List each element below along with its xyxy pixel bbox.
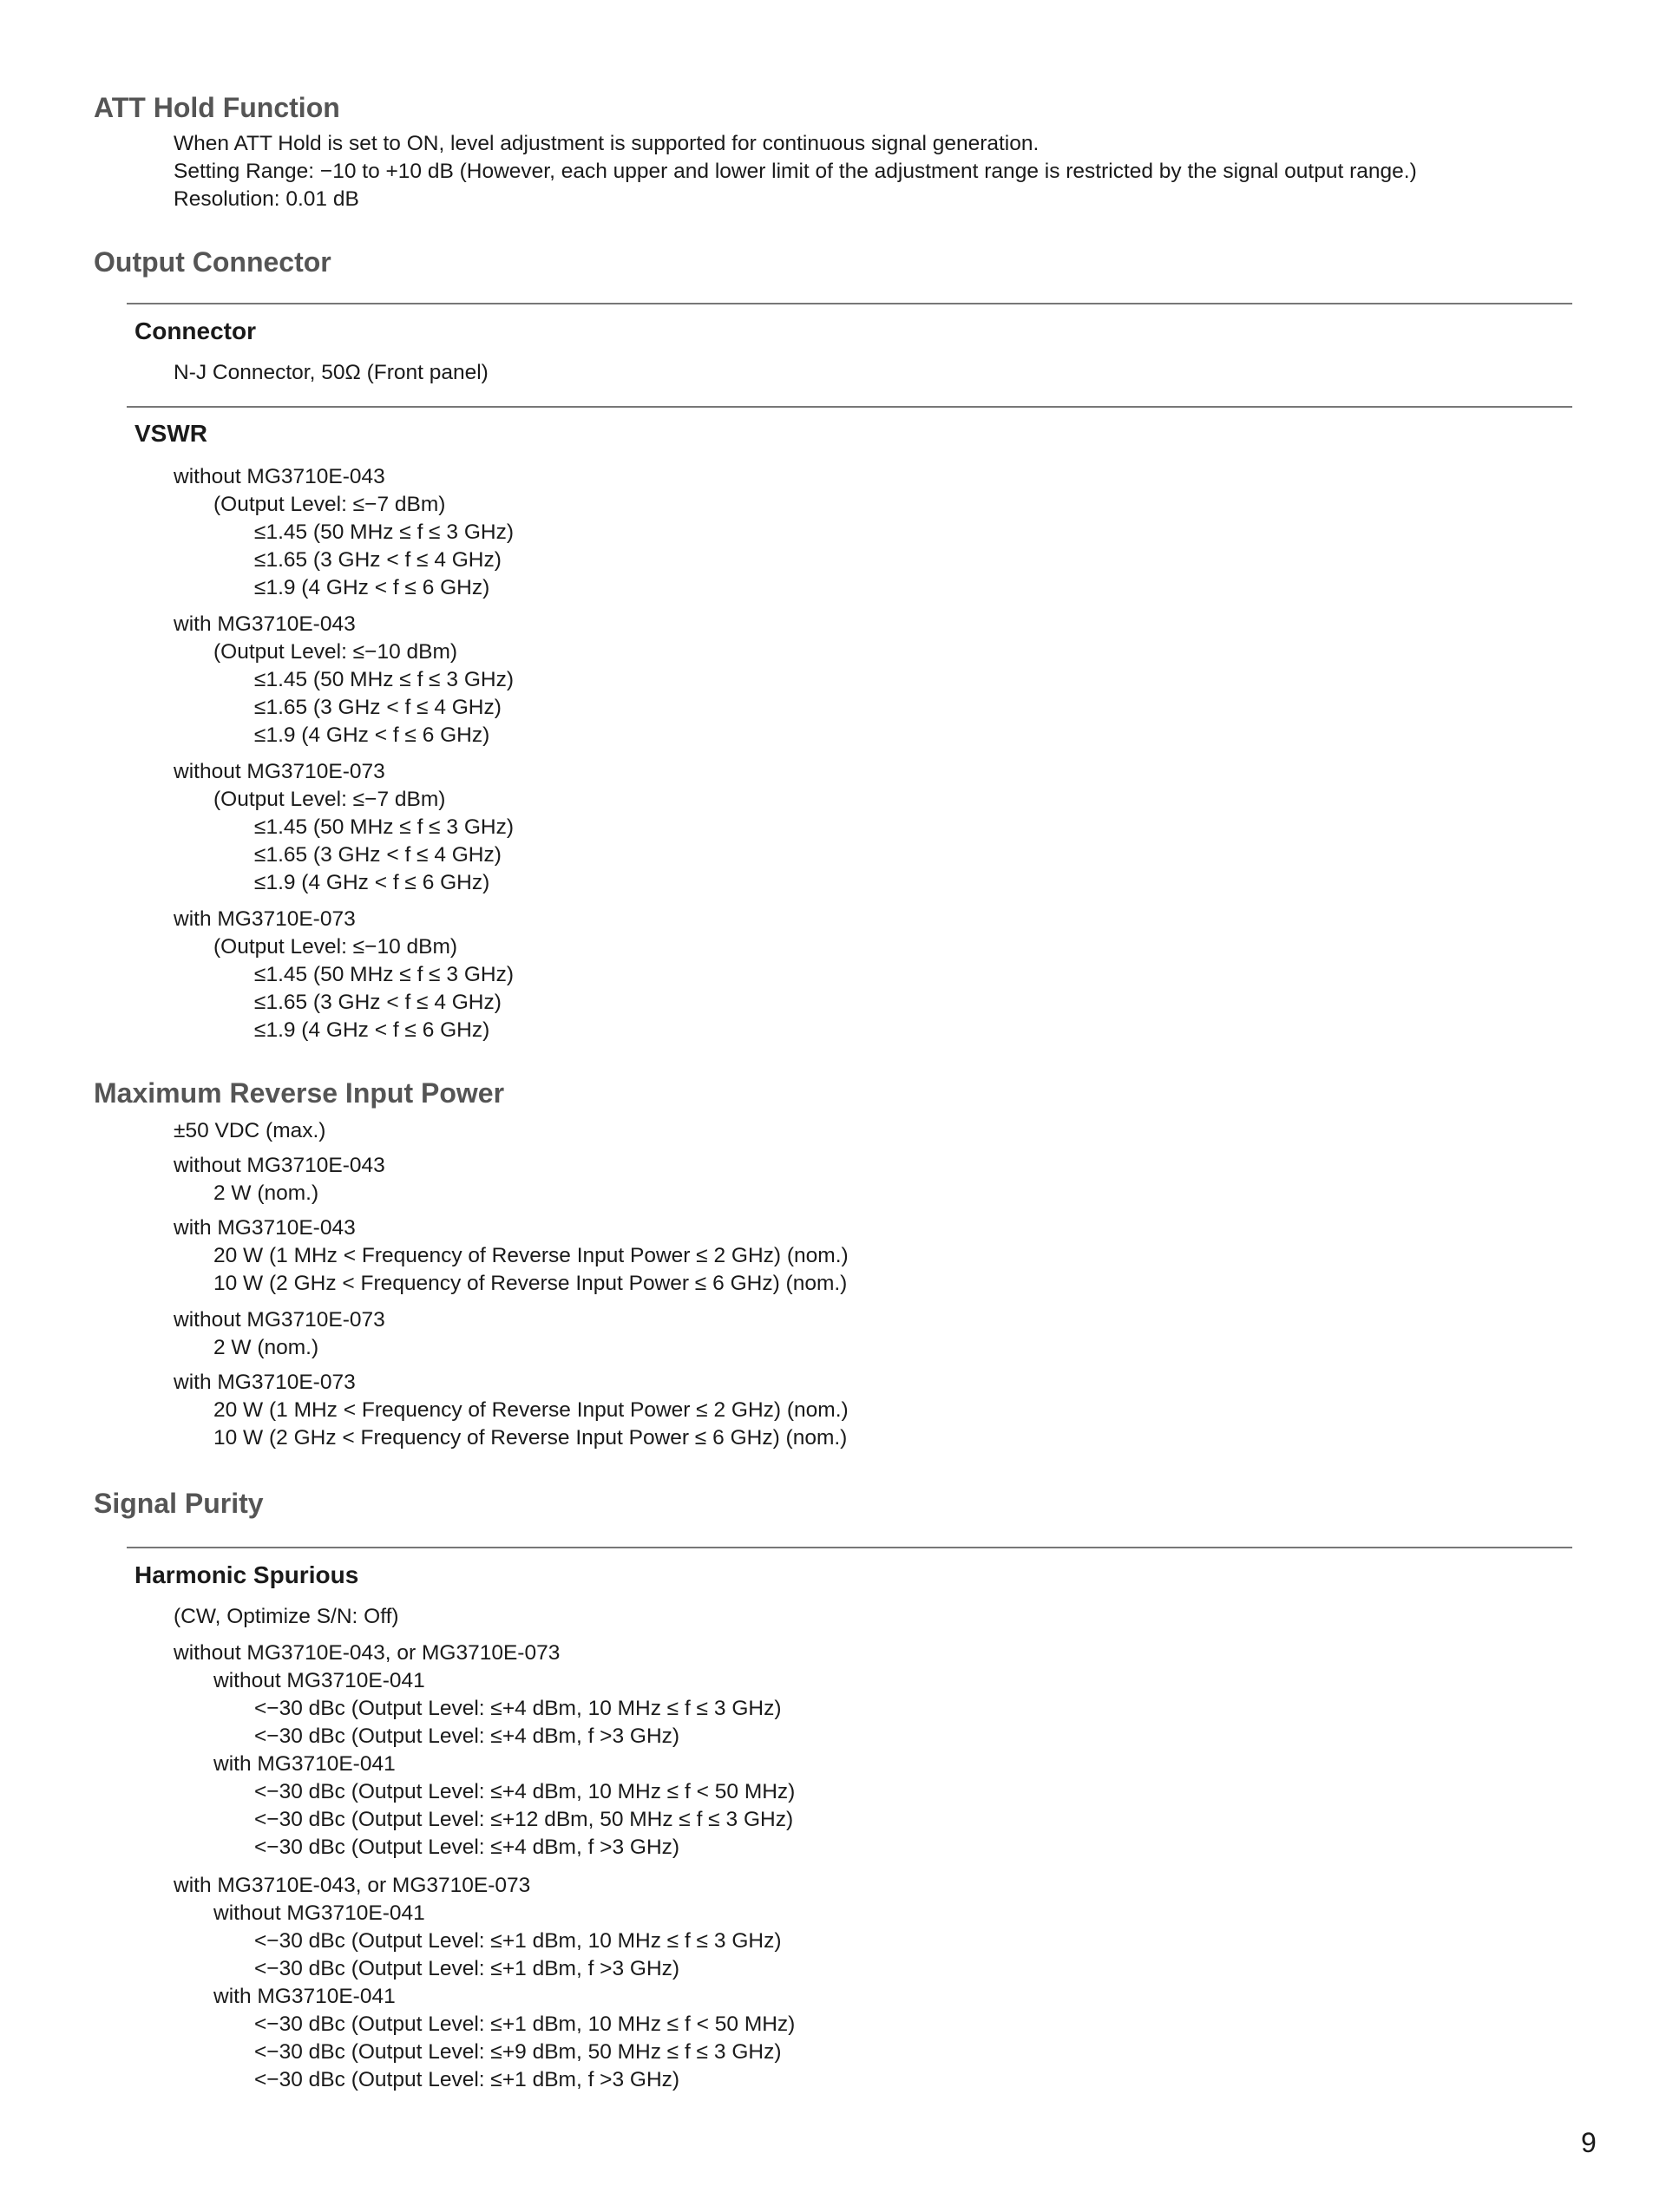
vswr-group-label: with MG3710E-073: [174, 907, 356, 931]
harmonic-value: <−30 dBc (Output Level: ≤+1 dBm, 10 MHz ≤ f ≤ 3 GHz): [254, 1929, 782, 1953]
reverse-value: 10 W (2 GHz < Frequency of Reverse Input Power ≤ 6 GHz) (nom.): [213, 1426, 848, 1450]
reverse-value: 2 W (nom.): [213, 1336, 319, 1359]
output-connector-heading: Output Connector: [94, 246, 331, 278]
harmonic-group-label: without MG3710E-043, or MG3710E-073: [174, 1641, 561, 1665]
reverse-values: [213, 1242, 849, 1298]
att-hold-line: When ATT Hold is set to ON, level adjustment is supported for continuous signal generation.: [174, 132, 1040, 155]
harmonic-values: [254, 1927, 782, 1983]
harmonic-group-label: with MG3710E-043, or MG3710E-073: [174, 1874, 531, 1897]
harmonic-value: <−30 dBc (Output Level: ≤+1 dBm, 10 MHz ≤ f < 50 MHz): [254, 2012, 796, 2036]
reverse-values: [213, 1397, 849, 1452]
reverse-values: [213, 1334, 318, 1362]
connector-text: [174, 359, 489, 387]
harmonic-value: <−30 dBc (Output Level: ≤+9 dBm, 50 MHz ≤ f ≤ 3 GHz): [254, 2040, 782, 2064]
harmonic-value: <−30 dBc (Output Level: ≤+4 dBm, 10 MHz ≤ f ≤ 3 GHz): [254, 1697, 782, 1720]
harmonic-heading: Harmonic Spurious: [134, 1561, 359, 1588]
vswr-value: ≤1.9 (4 GHz < f ≤ 6 GHz): [254, 871, 490, 894]
vswr-value: ≤1.45 (50 MHz ≤ f ≤ 3 GHz): [254, 520, 515, 544]
vswr-group-label: with MG3710E-043: [174, 612, 356, 636]
max-reverse-heading: Maximum Reverse Input Power: [94, 1077, 505, 1109]
vswr-value: ≤1.45 (50 MHz ≤ f ≤ 3 GHz): [254, 815, 515, 839]
harmonic-subgroup-label: with MG3710E-041: [213, 1752, 396, 1776]
vswr-value: ≤1.9 (4 GHz < f ≤ 6 GHz): [254, 723, 490, 747]
vswr-value: ≤1.45 (50 MHz ≤ f ≤ 3 GHz): [254, 963, 515, 986]
max-reverse-dc: ±50 VDC (max.): [174, 1119, 326, 1142]
harmonic-values: [254, 1695, 782, 1751]
harmonic-condition: (CW, Optimize S/N: Off): [174, 1605, 399, 1628]
harmonic-value: <−30 dBc (Output Level: ≤+1 dBm, f >3 GHz): [254, 2068, 680, 2091]
section-divider: [127, 303, 1572, 304]
reverse-value: 2 W (nom.): [213, 1181, 319, 1205]
harmonic-values: [254, 1778, 795, 1862]
harmonic-subgroup-label: without MG3710E-041: [213, 1669, 425, 1692]
vswr-value: ≤1.65 (3 GHz < f ≤ 4 GHz): [254, 548, 502, 572]
harmonic-subgroup-label: without MG3710E-041: [213, 1901, 425, 1925]
vswr-value: ≤1.9 (4 GHz < f ≤ 6 GHz): [254, 1018, 490, 1042]
vswr-values: [254, 519, 514, 602]
reverse-value: 20 W (1 MHz < Frequency of Reverse Input Power ≤ 2 GHz) (nom.): [213, 1244, 849, 1267]
att-hold-line: Resolution: 0.01 dB: [174, 187, 359, 211]
vswr-values: [254, 666, 514, 749]
harmonic-values: [254, 2011, 795, 2094]
vswr-value: ≤1.65 (3 GHz < f ≤ 4 GHz): [254, 991, 502, 1014]
vswr-condition: (Output Level: ≤−10 dBm): [213, 935, 458, 959]
vswr-value: ≤1.9 (4 GHz < f ≤ 6 GHz): [254, 576, 490, 599]
vswr-condition: (Output Level: ≤−7 dBm): [213, 788, 446, 811]
reverse-group-label: with MG3710E-073: [174, 1371, 356, 1394]
reverse-value: 10 W (2 GHz < Frequency of Reverse Input Power ≤ 6 GHz) (nom.): [213, 1272, 848, 1295]
vswr-value: ≤1.65 (3 GHz < f ≤ 4 GHz): [254, 843, 502, 867]
vswr-group-label: without MG3710E-043: [174, 465, 385, 488]
page-number: 9: [1581, 2127, 1597, 2158]
att-hold-line: Setting Range: −10 to +10 dB (However, each upper and lower limit of the adjustment range is restricted by the signal output range.): [174, 160, 1417, 183]
harmonic-value: <−30 dBc (Output Level: ≤+4 dBm, f >3 GHz): [254, 1836, 680, 1859]
harmonic-value: <−30 dBc (Output Level: ≤+4 dBm, 10 MHz ≤ f < 50 MHz): [254, 1780, 796, 1803]
vswr-values: [254, 814, 514, 897]
vswr-condition: (Output Level: ≤−10 dBm): [213, 640, 458, 664]
reverse-group-label: without MG3710E-043: [174, 1154, 385, 1177]
reverse-value: 20 W (1 MHz < Frequency of Reverse Input Power ≤ 2 GHz) (nom.): [213, 1398, 849, 1422]
signal-purity-heading: Signal Purity: [94, 1488, 264, 1519]
vswr-value: ≤1.65 (3 GHz < f ≤ 4 GHz): [254, 696, 502, 719]
section-divider: [127, 406, 1572, 408]
att-hold-body: [174, 130, 1417, 213]
reverse-group-label: without MG3710E-073: [174, 1308, 385, 1332]
connector-heading: Connector: [134, 317, 256, 344]
reverse-group-label: with MG3710E-043: [174, 1216, 356, 1240]
vswr-values: [254, 961, 514, 1044]
harmonic-value: <−30 dBc (Output Level: ≤+1 dBm, f >3 GHz): [254, 1957, 680, 1980]
connector-value: N-J Connector, 50Ω (Front panel): [174, 361, 489, 384]
harmonic-value: <−30 dBc (Output Level: ≤+4 dBm, f >3 GHz): [254, 1724, 680, 1748]
att-hold-heading: ATT Hold Function: [94, 92, 340, 123]
vswr-condition: (Output Level: ≤−7 dBm): [213, 493, 446, 516]
harmonic-subgroup-label: with MG3710E-041: [213, 1985, 396, 2008]
vswr-group-label: without MG3710E-073: [174, 760, 385, 783]
reverse-values: [213, 1180, 318, 1207]
section-divider: [127, 1547, 1572, 1548]
vswr-heading: VSWR: [134, 420, 207, 447]
harmonic-value: <−30 dBc (Output Level: ≤+12 dBm, 50 MHz ≤ f ≤ 3 GHz): [254, 1808, 794, 1831]
vswr-value: ≤1.45 (50 MHz ≤ f ≤ 3 GHz): [254, 668, 515, 691]
